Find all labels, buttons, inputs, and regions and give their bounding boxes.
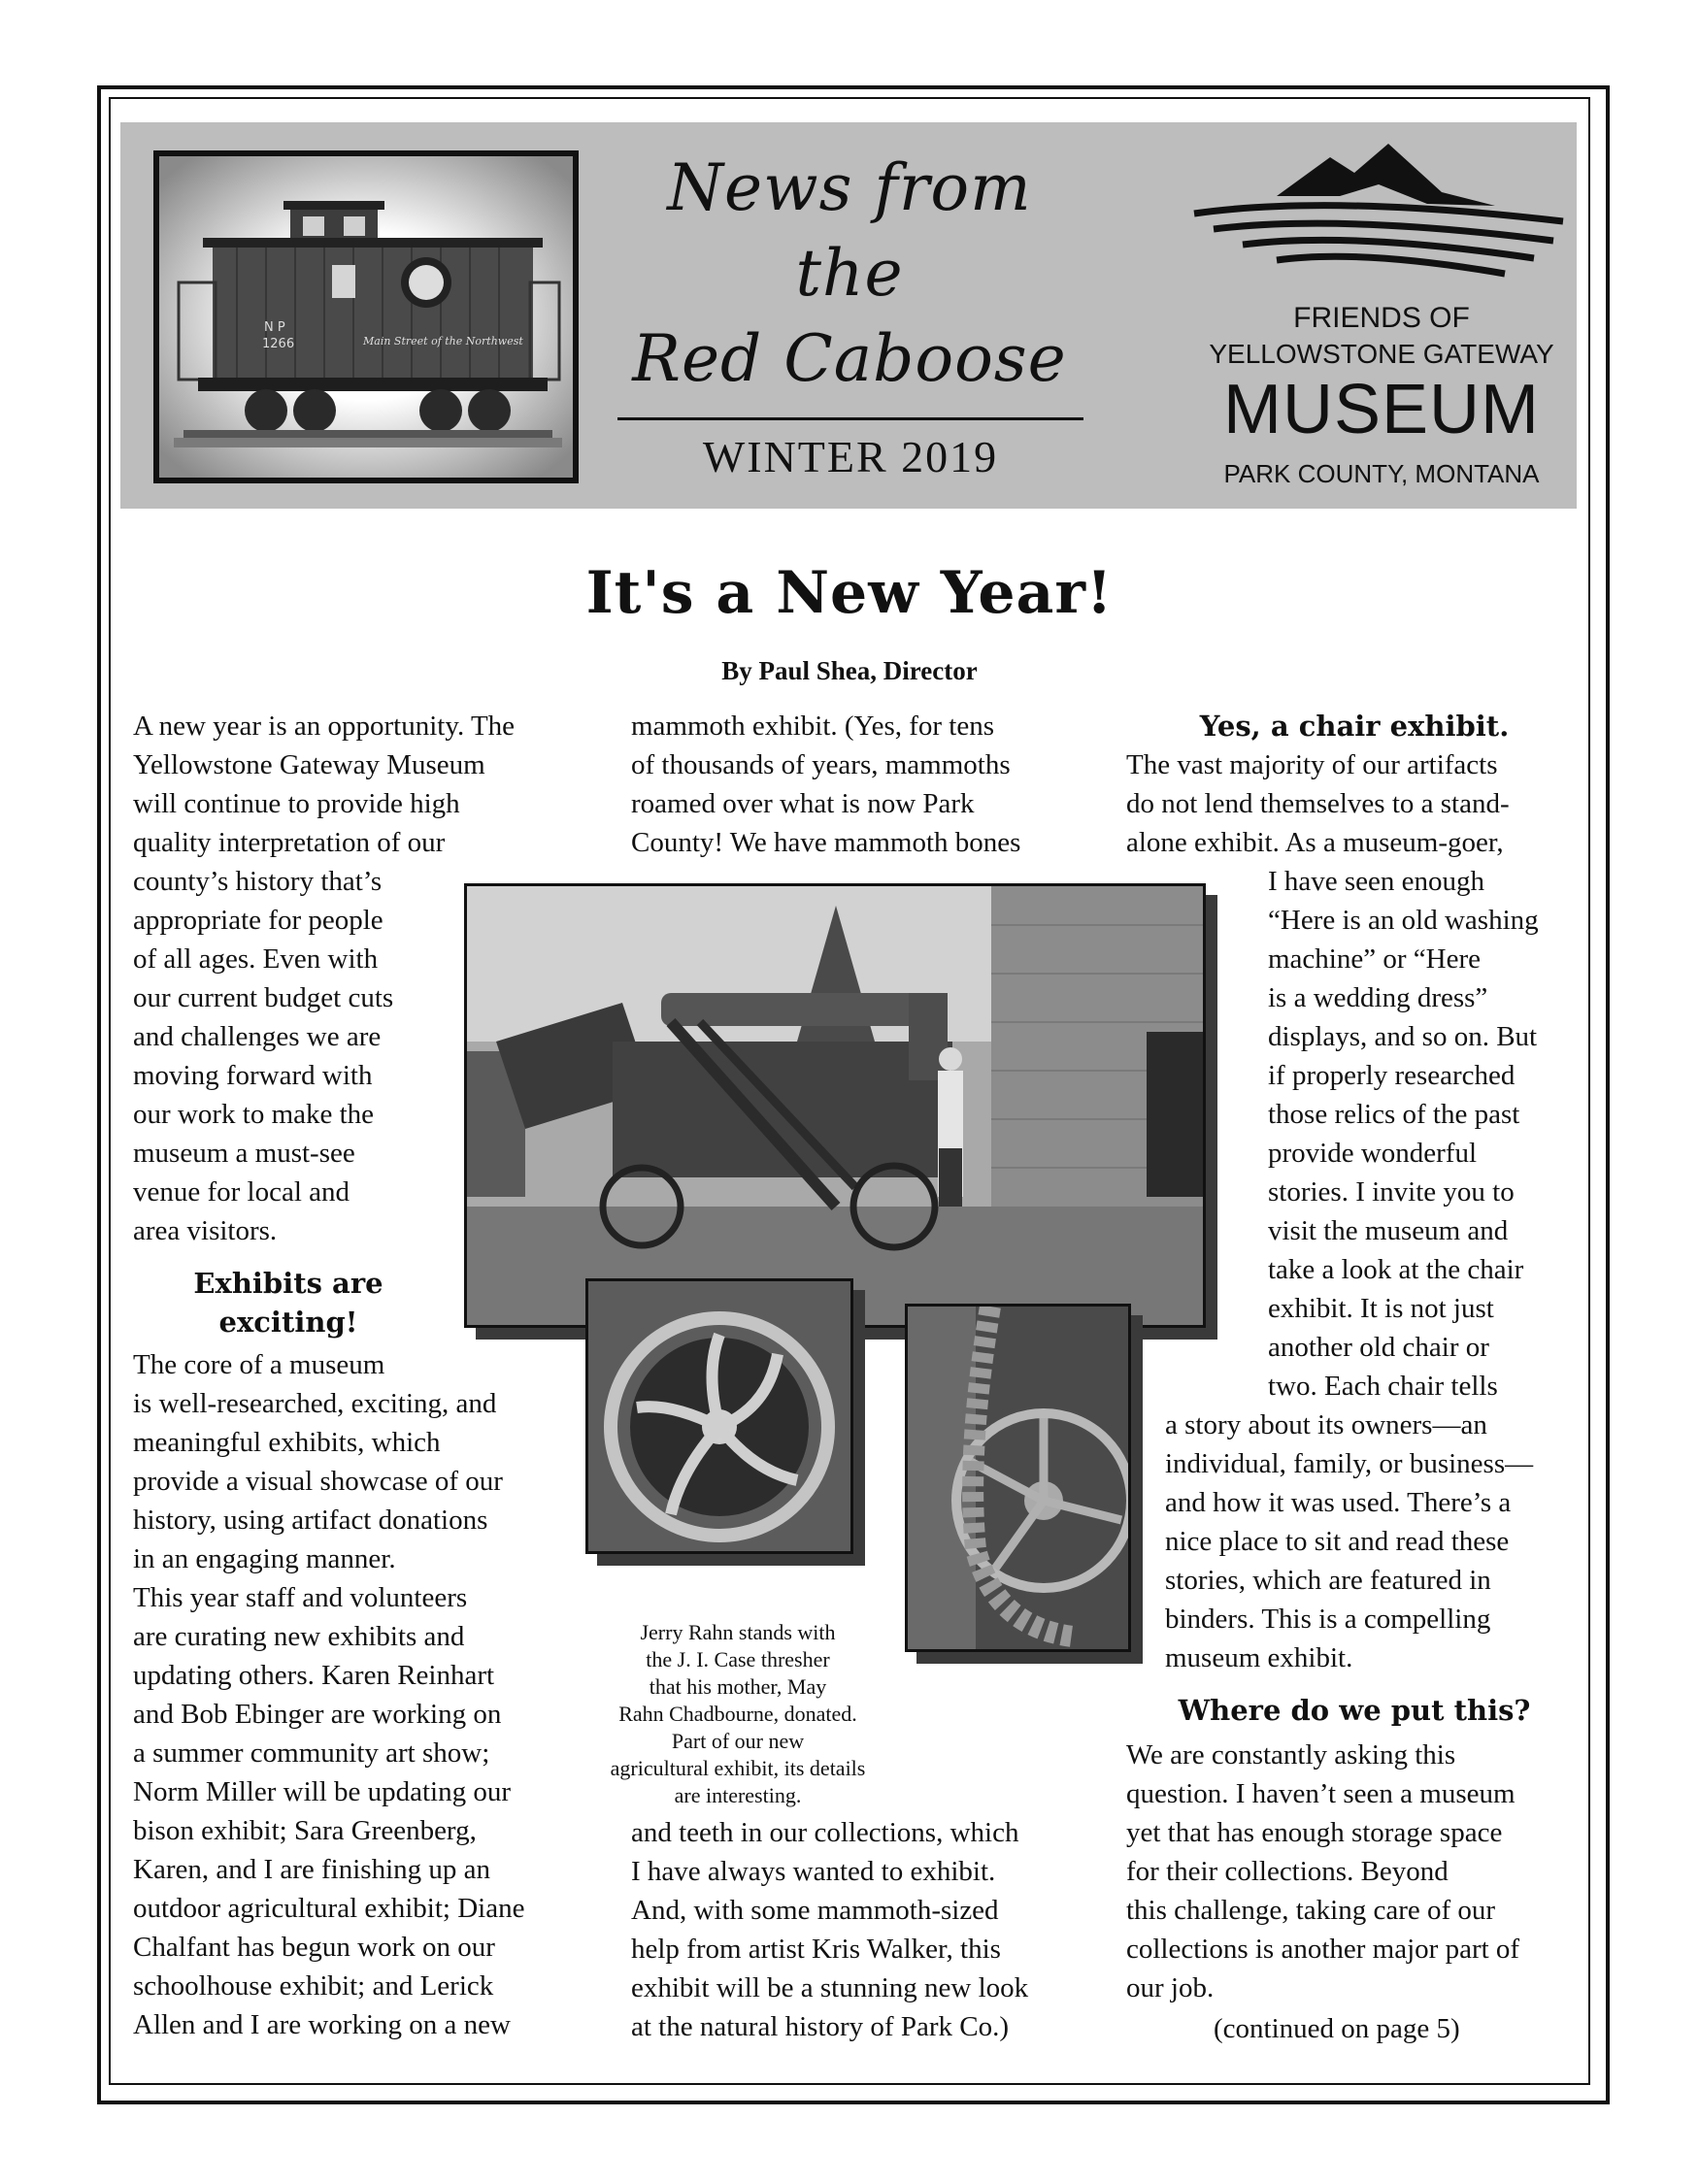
issue-label: WINTER 2019 [702,432,999,481]
col1-exhibits-first-line: The core of a museum [133,1349,385,1380]
col3-chair-mid: a story about its owners—an individual, family, or business— and how it was used. There’s a nice place to sit and read these stories, which are featured in binders. This is a compelling museum exhibit. [1165,1409,1534,1673]
subhead-chair: Yes, a chair exhibit. [1199,710,1510,743]
col1-intro-wide: A new year is an opportunity. The Yellowstone Gateway Museum will continue to provide high quality interpretation of our [133,711,516,858]
col3-chair-wide: The vast majority of our artifacts do not lend themselves to a stand- alone exhibit. As a museum-goer, [1126,749,1510,858]
newsletter-title-line2: the [795,236,904,311]
logo-park-county: PARK COUNTY, MONTANA [1223,459,1540,488]
caboose-photo [153,150,579,483]
chain-gear-photo [905,1304,1131,1652]
col2-top: mammoth exhibit. (Yes, for tens of thousands of years, mammoths roamed over what is now Park County! We have mammoth bones [631,711,1021,858]
newsletter-title [621,146,1078,402]
photo-caption-text: Jerry Rahn stands with the J. I. Case thresher that his mother, May Rahn Chadbourne, donated. Part of our new agricultural exhibit, its details are interesting. [610,1620,866,1807]
caboose-illustration [159,156,573,478]
mountain-logo-icon [1184,136,1573,281]
col3-chair-narrow: I have seen enough “Here is an old washing machine” or “Here is a wedding dress” displays, and so on. But if properly researched those relics of the past provide wonderful stories. I invite you to visit the museum and take a look at the chair exhibit. It is not just another old chair or two. Each chair tells [1268,866,1539,1402]
caboose-number: 1266 [262,337,295,351]
photo-caption [602,1592,874,1809]
subhead-storage: Where do we put this? [1178,1694,1531,1727]
wheel-detail-photo [585,1278,853,1554]
continued-note: (continued on page 5) [1214,2013,1460,2044]
newsletter-title-line3: Red Caboose [632,321,1067,396]
col1-exhibits-body: is well-researched, exciting, and meaningful exhibits, which provide a visual showcase of our history, using artifact donations in an engaging manner. This year staff and volunteers are curating new exhibits and updating others. Karen Reinhart and Bob Ebinger are working on a summer community art show; Norm Miller will be updating our bison exhibit; Sara Greenberg, Karen, and I are finishing up an outdoor agricultural exhibit; Diane Chalfant has begun work on our schoolhouse exhibit; and Lerick Allen and I are working on a new [133,1388,525,2040]
col3-storage: We are constantly asking this question. I haven’t seen a museum yet that has enough storage space for their collections. Beyond this challenge, taking care of our collections is another major part of our job. [1126,1739,1520,2003]
logo-yellowstone-gateway: YELLOWSTONE GATEWAY [1209,339,1554,369]
article-byline: By Paul Shea, Director [721,656,978,685]
thresher-photo [464,883,1206,1328]
col1-intro-narrow: county’s history that’s appropriate for people of all ages. Even with our current budget cuts and challenges we are moving forward with our work to make the museum a must-see venue for local and area visitors. [133,866,394,1246]
caboose-number-label: N P [264,320,285,335]
col2-bottom: and teeth in our collections, which I have always wanted to exhibit. And, with some mammoth-sized help from artist Kris Walker, this exhibit will be a stunning new look at the natural history of Park Co.) [631,1817,1029,2042]
caboose-slogan: Main Street of the Northwest [363,335,523,347]
logo-friends-of: FRIENDS OF [1293,302,1470,334]
title-divider [617,417,1083,420]
article-headline: It's a New Year! [585,559,1114,627]
logo-museum: MUSEUM [1223,371,1540,448]
subhead-exhibits: Exhibits are exciting! [193,1267,383,1339]
newsletter-title-line1: News from [667,150,1032,225]
